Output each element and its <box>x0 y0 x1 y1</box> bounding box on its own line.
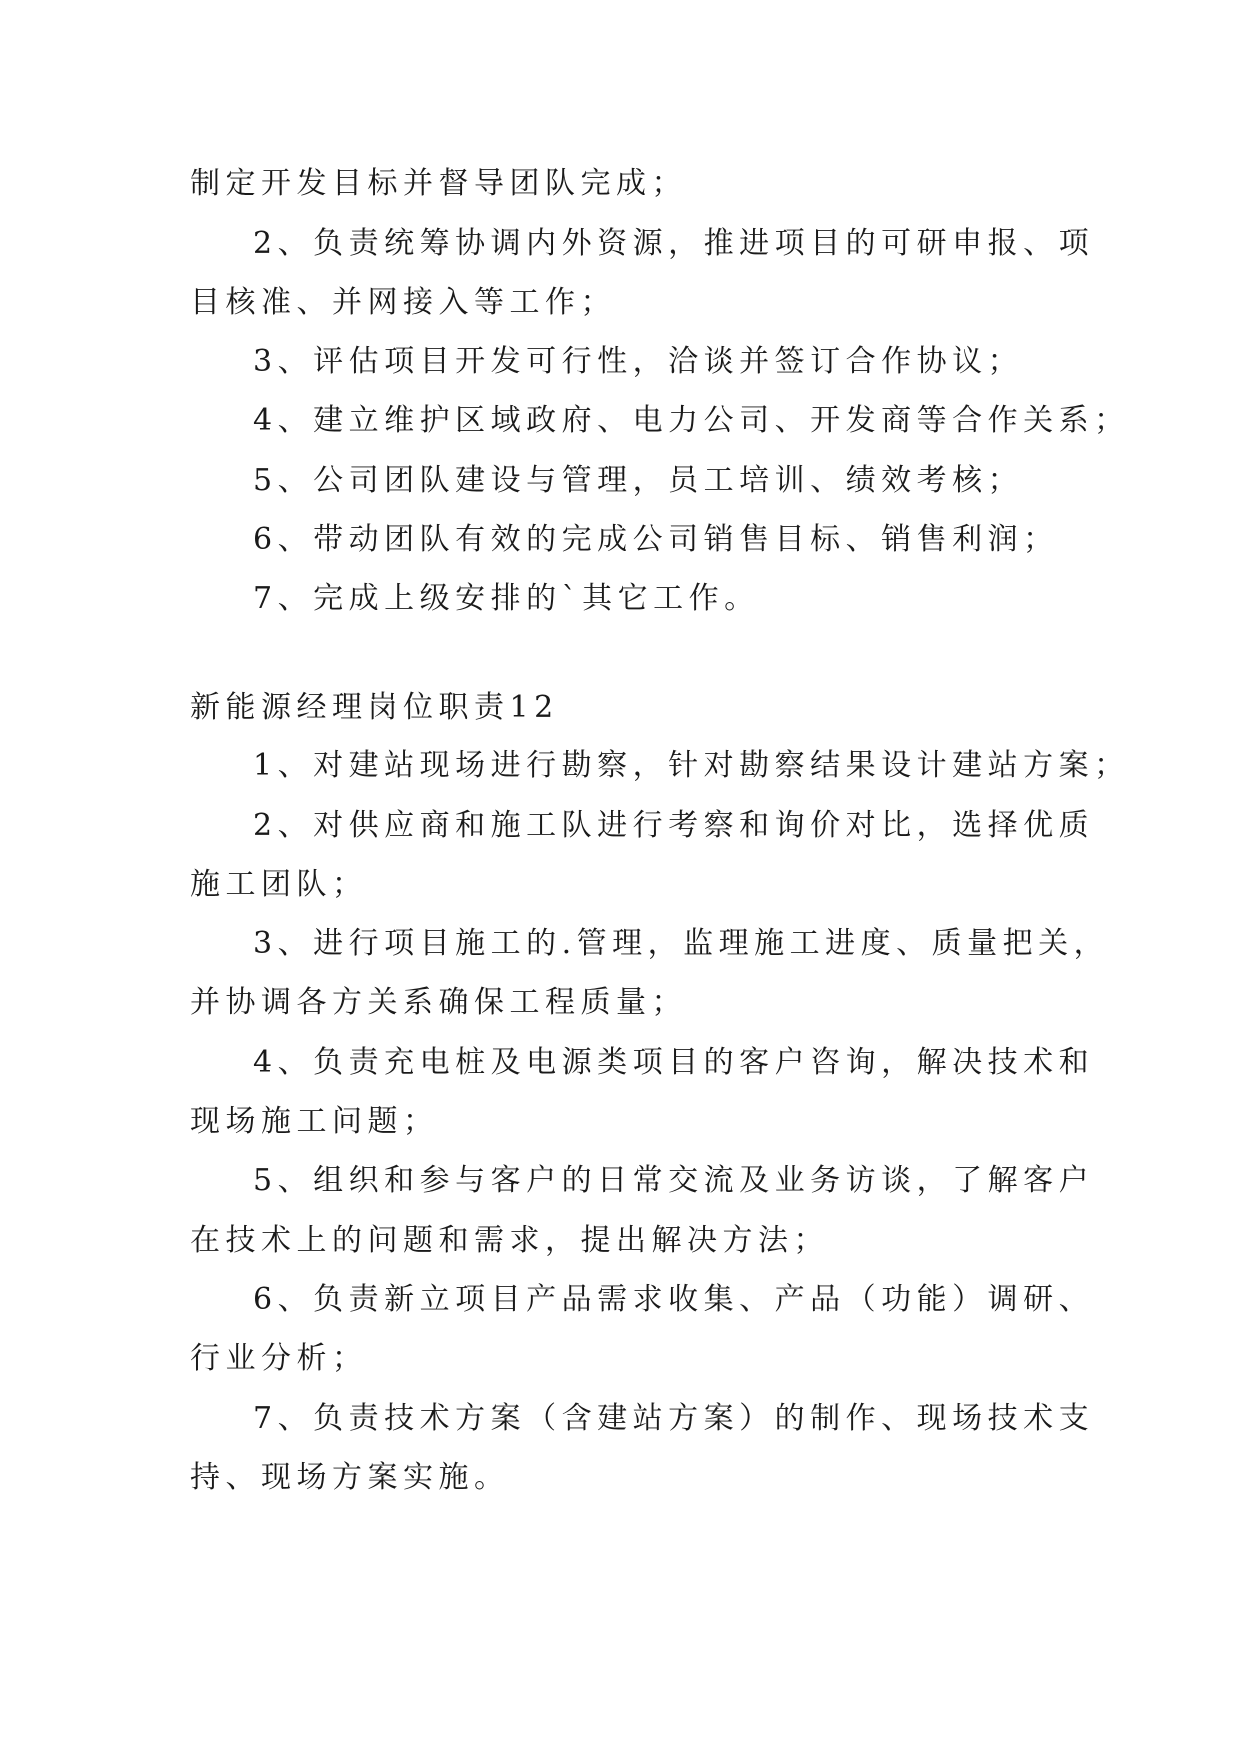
paragraph-line: 在技术上的问题和需求，提出解决方法； <box>190 1223 829 1258</box>
paragraph-line: 目核准、并网接入等工作； <box>190 285 616 320</box>
list-item: 6、带动团队有效的完成公司销售目标、销售利润； <box>253 522 1059 557</box>
list-item: 6、负责新立项目产品需求收集、产品（功能）调研、 <box>253 1282 1095 1317</box>
list-item: 4、负责充电桩及电源类项目的客户咨询，解决技术和 <box>253 1045 1095 1080</box>
paragraph-line: 制定开发目标并督导团队完成； <box>190 166 687 201</box>
list-item: 3、进行项目施工的.管理，监理施工进度、质量把关， <box>253 926 1110 961</box>
list-item: 5、组织和参与客户的日常交流及业务访谈，了解客户 <box>253 1163 1095 1198</box>
list-item: 1、对建站现场进行勘察，针对勘察结果设计建站方案； <box>253 748 1130 783</box>
list-item: 5、公司团队建设与管理，员工培训、绩效考核； <box>253 463 1024 498</box>
paragraph-line: 现场施工问题； <box>190 1104 439 1139</box>
paragraph-line: 持、现场方案实施。 <box>190 1460 510 1495</box>
list-item: 2、负责统筹协调内外资源，推进项目的可研申报、项 <box>253 226 1095 261</box>
list-item: 2、对供应商和施工队进行考察和询价对比，选择优质 <box>253 808 1095 843</box>
paragraph-line: 行业分析； <box>190 1341 368 1376</box>
list-item: 7、负责技术方案（含建站方案）的制作、现场技术支 <box>253 1401 1095 1436</box>
list-item: 7、完成上级安排的`其它工作。 <box>253 581 760 616</box>
list-item: 4、建立维护区域政府、电力公司、开发商等合作关系； <box>253 403 1130 438</box>
paragraph-line: 施工团队； <box>190 867 368 902</box>
paragraph-line: 并协调各方关系确保工程质量； <box>190 985 687 1020</box>
section-title: 新能源经理岗位职责12 <box>190 690 559 725</box>
list-item: 3、评估项目开发可行性，洽谈并签订合作协议； <box>253 344 1024 379</box>
